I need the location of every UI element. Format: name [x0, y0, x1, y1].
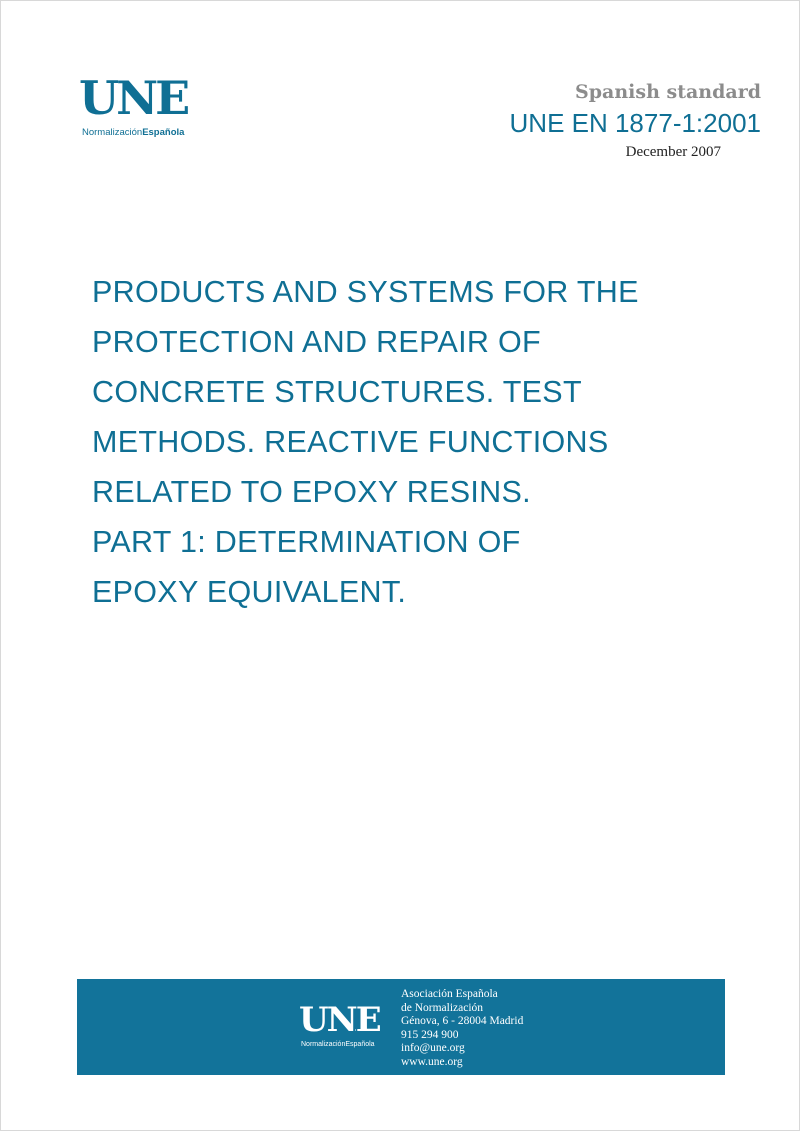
title-line: RELATED TO EPOXY RESINS.	[92, 475, 531, 509]
document-title	[92, 267, 752, 617]
standard-header	[510, 79, 761, 163]
standard-kind: Spanish standard	[575, 81, 761, 103]
footer-logo-subtitle-part1: Normalización	[301, 1041, 346, 1048]
postal-address: Génova, 6 - 28004 Madrid	[401, 1015, 524, 1028]
footer-logo-letters-ne: NE	[326, 1000, 380, 1040]
logo-letters-ne: NE	[116, 71, 188, 125]
email-address[interactable]: info@une.org	[401, 1042, 465, 1055]
phone-number: 915 294 900	[401, 1028, 459, 1041]
logo-letter-u: U	[79, 71, 117, 125]
organization-name: Asociación Española	[401, 988, 498, 1000]
footer-logo-letter-u: U	[299, 1000, 327, 1040]
footer-logo-subtitle	[301, 1041, 375, 1048]
standard-date: December 2007	[625, 144, 721, 160]
une-logo-subtitle	[82, 127, 184, 138]
title-line: CONCRETE STRUCTURES. TEST	[92, 375, 582, 409]
contact-info	[401, 988, 523, 1070]
organization-name-line2: de Normalización	[401, 1001, 484, 1014]
footer-logo-wordmark	[299, 1000, 380, 1040]
une-logo-wordmark	[79, 71, 188, 125]
title-line: PART 1: DETERMINATION OF	[92, 525, 521, 559]
une-logo	[79, 71, 199, 145]
logo-subtitle-part1: Normalización	[82, 127, 143, 138]
website-url[interactable]: www.une.org	[401, 1055, 463, 1068]
title-line: METHODS. REACTIVE FUNCTIONS	[92, 425, 609, 459]
title-line: PROTECTION AND REPAIR OF	[92, 325, 541, 359]
footer-une-logo	[299, 1000, 383, 1053]
footer-band	[77, 979, 725, 1075]
footer-logo-subtitle-part2: Española	[345, 1041, 375, 1048]
title-line: EPOXY EQUIVALENT.	[92, 575, 407, 609]
title-line: PRODUCTS AND SYSTEMS FOR THE	[92, 275, 639, 309]
logo-subtitle-part2: Española	[142, 127, 185, 138]
standard-code: UNE EN 1877-1:2001	[509, 108, 761, 138]
